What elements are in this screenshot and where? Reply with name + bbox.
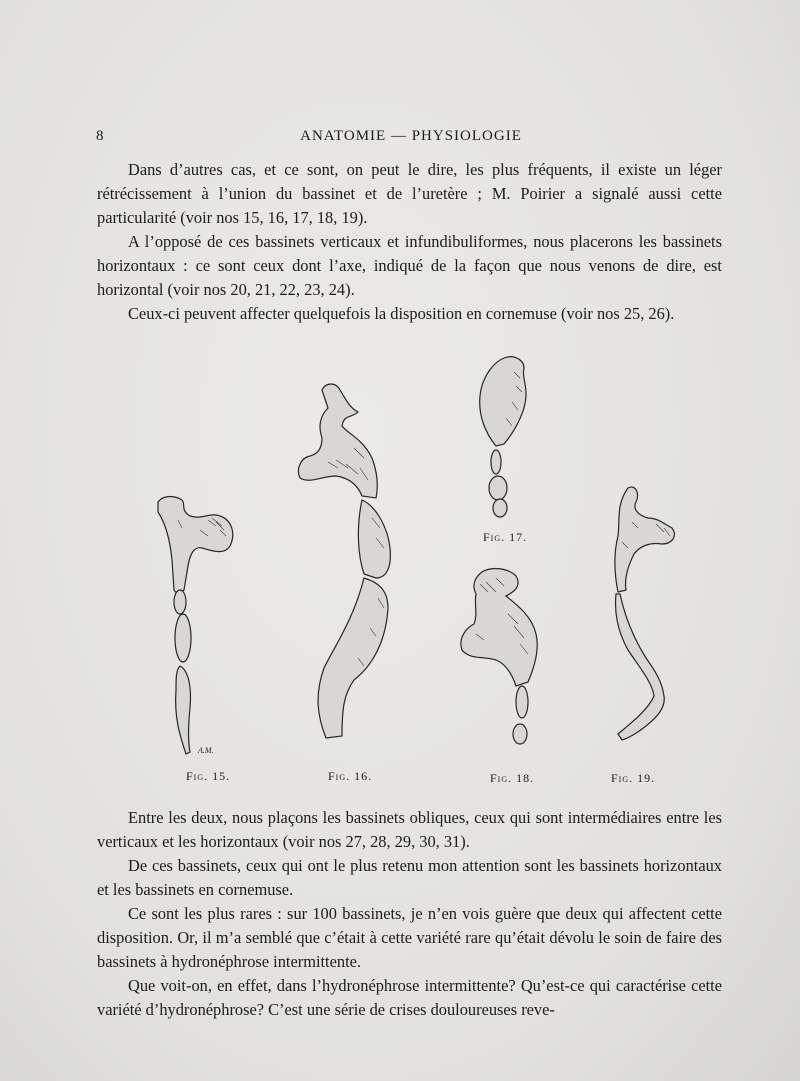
figure-16-caption: Fig. 16. [328,769,373,783]
top-text-block [97,158,722,326]
figure-15-illustration [150,490,245,760]
paragraph: Ce sont les plus rares : sur 100 bassinets, je n’en vois guère que deux qui affectent cette disposition. Or, il m’a semblé que c’était à cette variété rare qu’était dévolu le soin de faire des bassinets à hydronéphrose intermittente. [97,904,722,971]
figure-16-illustration [292,378,402,743]
figure-18-caption: Fig. 18. [490,771,535,785]
figure-18-illustration [456,564,546,754]
paragraph: Entre les deux, nous plaçons les bassinets obliques, ceux qui sont intermédiaires entre les verticaux et les horizontaux (voir nos 27, 28, 29, 30, 31). [97,808,722,851]
paragraph: Que voit-on, en effet, dans l’hydronéphrose intermittente? Qu’est-ce qui caractérise cette variété d’hydronéphrose? C’est une série de crises douloureuses reve- [97,976,722,1019]
figure-19-illustration [606,482,686,742]
figure-19-caption: Fig. 19. [611,771,656,785]
paragraph: Ceux-ci peuvent affecter quelquefois la disposition en cornemuse (voir nos 25, 26). [128,304,675,323]
running-title: ANATOMIE — PHYSIOLOGIE [300,128,522,144]
figure-15-caption: Fig. 15. [186,769,231,783]
bottom-text-block [97,806,722,1022]
paragraph: De ces bassinets, ceux qui ont le plus retenu mon attention sont les bassinets horizontaux et les bassinets en cornemuse. [97,856,722,899]
illustrator-initials: A.M. [198,746,214,755]
page-number: 8 [96,128,105,144]
figure-17-illustration [474,352,534,522]
paragraph: A l’opposé de ces bassinets verticaux et infundibuliformes, nous placerons les bassinets horizontaux : ce sont ceux dont l’axe, indiqué de la façon que nous venons de dire, est horizontal (voir nos 20, 21, 22, 23, 24). [97,232,722,299]
figure-17-caption: Fig. 17. [483,530,528,544]
paragraph: Dans d’autres cas, et ce sont, on peut le dire, les plus fréquents, il existe un léger rétrécissement à l’union du bassinet et de l’uretère ; M. Poirier a signalé aussi cette particularité (voir nos 15, 16, 17, 18, 19). [97,160,722,227]
page-header [96,128,726,150]
